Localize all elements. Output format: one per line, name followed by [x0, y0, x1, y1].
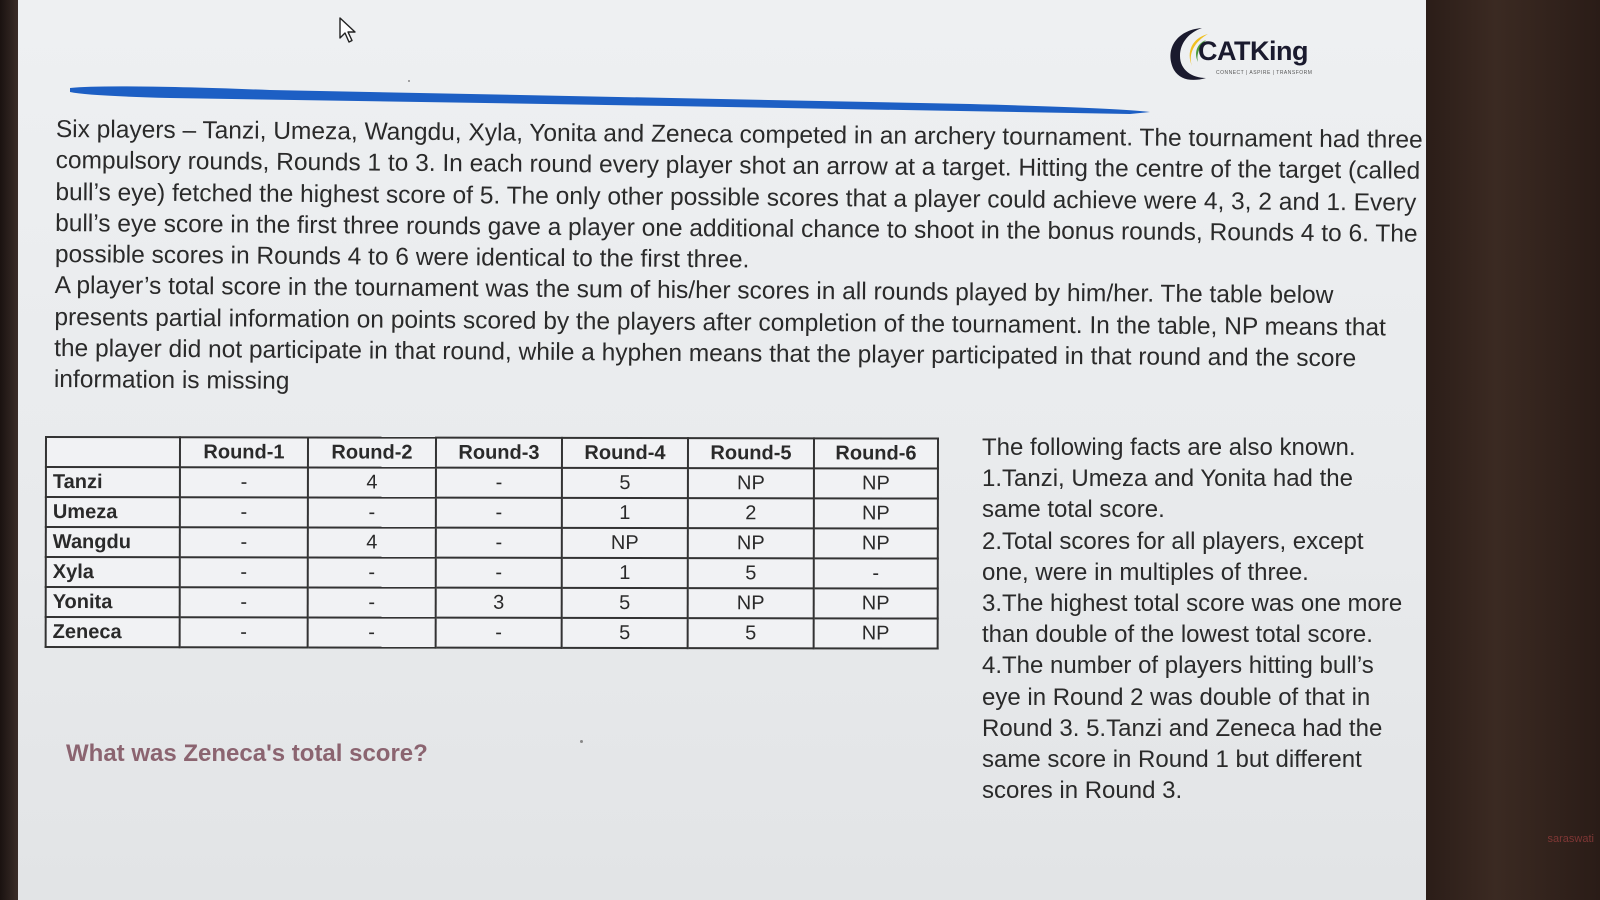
- score-cell: 5: [562, 588, 688, 618]
- fact-4-5: 4.The number of players hitting bull’s eye in Round 2 was double of that in Round 3. 5.Tanzi and Zeneca had the same score in Round 1 but different scores in Round 3.: [982, 652, 1383, 805]
- score-cell: -: [180, 527, 308, 557]
- table-row: [46, 557, 938, 589]
- score-cell: -: [308, 587, 436, 617]
- fact-3: 3.The highest total score was one more than double of the lowest total score.: [982, 590, 1403, 649]
- logo-wordmark: CATKing: [1198, 36, 1308, 66]
- table-row: [46, 497, 938, 529]
- scores-table: [45, 436, 939, 650]
- score-cell: -: [436, 498, 562, 528]
- score-cell: -: [180, 617, 308, 647]
- screen-speck: [408, 80, 410, 82]
- table-header-round-6: Round-6: [814, 438, 938, 468]
- monitor-bezel-left: [0, 0, 18, 900]
- score-cell: -: [180, 467, 308, 497]
- score-cell: -: [180, 557, 308, 587]
- score-cell: -: [436, 468, 562, 498]
- problem-statement: [54, 114, 1426, 406]
- monitor-bezel-right: [1426, 0, 1600, 900]
- player-name: Zeneca: [46, 617, 180, 647]
- fact-2: 2.Total scores for all players, except one, were in multiples of three.: [982, 527, 1364, 586]
- table-header-corner: [46, 437, 180, 467]
- question-text: What was Zeneca's total score?: [66, 740, 428, 767]
- score-cell: -: [308, 557, 436, 587]
- header-divider: [70, 84, 1150, 114]
- score-cell: 5: [688, 618, 814, 648]
- table-header-round-4: Round-4: [562, 438, 688, 468]
- table-header-round-1: Round-1: [180, 437, 308, 467]
- score-cell: 5: [562, 468, 688, 498]
- score-cell: -: [814, 558, 938, 588]
- score-cell: 4: [308, 467, 436, 497]
- score-cell: -: [436, 558, 562, 588]
- score-cell: 2: [688, 498, 814, 528]
- logo-tagline: CONNECT | ASPIRE | TRANSFORM: [1216, 70, 1313, 76]
- known-facts: [982, 432, 1412, 806]
- mouse-pointer-icon: [338, 16, 360, 44]
- score-cell: NP: [688, 588, 814, 618]
- screen-speck: [580, 740, 583, 743]
- score-cell: NP: [814, 618, 938, 648]
- score-cell: -: [436, 618, 562, 648]
- score-cell: -: [180, 587, 308, 617]
- score-cell: NP: [814, 468, 938, 498]
- table-row: [46, 587, 938, 619]
- table-header-round-2: Round-2: [308, 437, 436, 467]
- table-header-round-3: Round-3: [436, 438, 562, 468]
- player-name: Tanzi: [46, 467, 180, 497]
- facts-intro: The following facts are also known.: [982, 434, 1356, 461]
- score-cell: NP: [688, 528, 814, 558]
- score-cell: -: [308, 497, 436, 527]
- score-cell: -: [436, 528, 562, 558]
- score-cell: 5: [688, 558, 814, 588]
- table-header-round-5: Round-5: [688, 438, 814, 468]
- player-name: Xyla: [46, 557, 180, 587]
- score-cell: 1: [562, 498, 688, 528]
- score-cell: NP: [814, 498, 938, 528]
- score-cell: 3: [436, 588, 562, 618]
- score-cell: NP: [814, 528, 938, 558]
- player-name: Umeza: [46, 497, 180, 527]
- score-cell: NP: [688, 468, 814, 498]
- table-row: [46, 617, 938, 649]
- score-cell: 4: [308, 527, 436, 557]
- score-cell: NP: [814, 588, 938, 618]
- score-cell: -: [308, 617, 436, 647]
- score-cell: 1: [562, 558, 688, 588]
- problem-paragraph-1: Six players – Tanzi, Umeza, Wangdu, Xyla, Yonita and Zeneca competed in an archery tournament. The tournament had three compulsory rounds, Rounds 1 to 3. In each round every player shot an arrow at a target. Hitting the centre of the target (called bull’s eye) fetched the highest score of 5. The only other possible scores that a player could achieve were 4, 3, 2 and 1. Every bull’s eye score in the first three rounds gave a player one additional chance to shoot in the bonus rounds, Rounds 4 to 6. The possible scores in Rounds 4 to 6 were identical to the first three.: [54, 115, 1423, 274]
- score-cell: 5: [562, 618, 688, 648]
- table-row: [46, 467, 938, 499]
- watermark-text: saraswati: [1547, 833, 1594, 845]
- player-name: Wangdu: [46, 527, 180, 557]
- table-row: [46, 527, 938, 559]
- score-cell: NP: [562, 528, 688, 558]
- score-cell: -: [180, 497, 308, 527]
- fact-1: 1.Tanzi, Umeza and Yonita had the same total score.: [982, 465, 1353, 524]
- player-name: Yonita: [46, 587, 180, 617]
- table-header-row: [46, 437, 938, 469]
- problem-paragraph-2: A player’s total score in the tournament was the sum of his/her scores in all rounds played by him/her. The table below presents partial information on points scored by the players after completion of the tournament. In the table, NP means that the player did not participate in that round, while a hyphen means that the player participated in that round and the score information is missing: [53, 272, 1386, 396]
